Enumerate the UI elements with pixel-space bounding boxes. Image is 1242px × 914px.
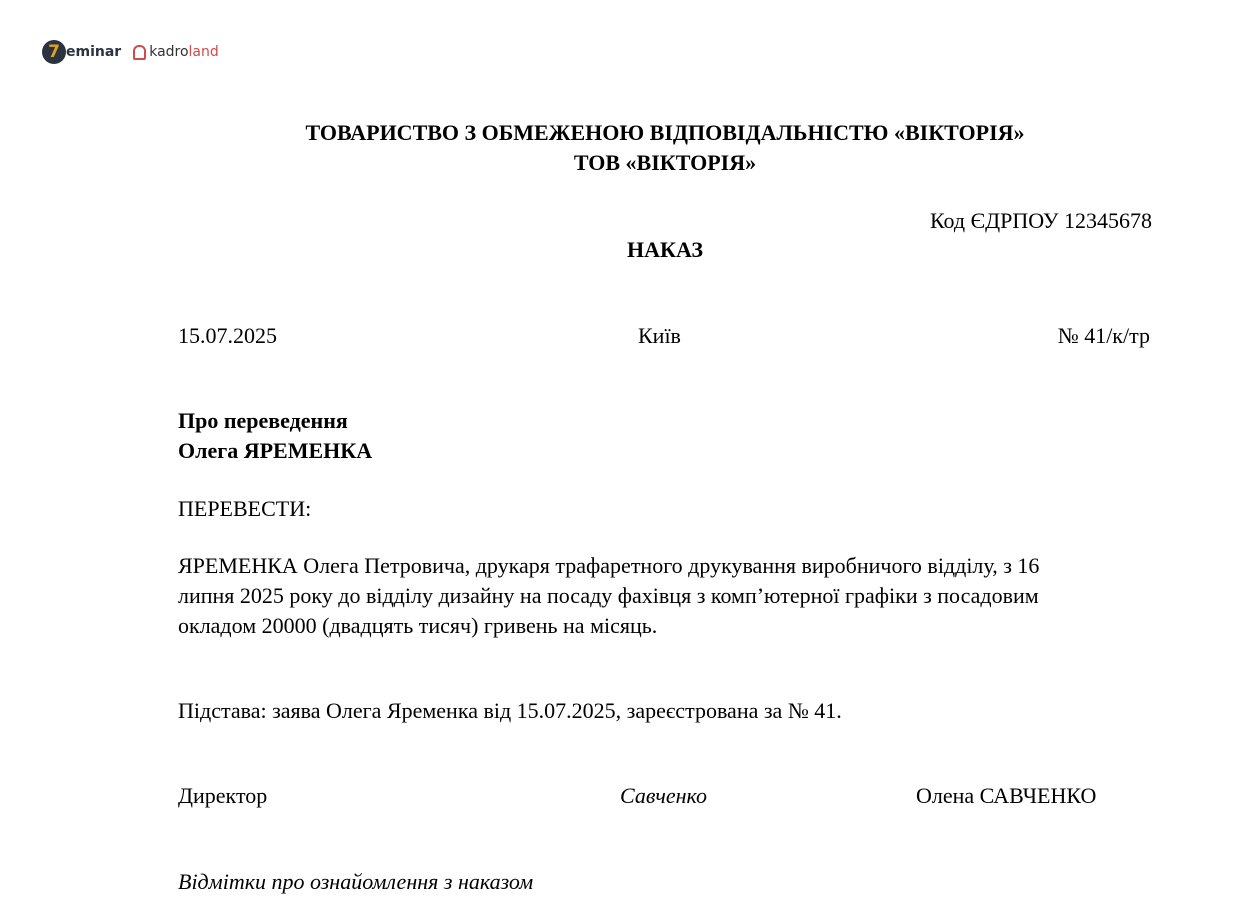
seminar-logo-mark: 7: [42, 40, 66, 64]
body-line: окладом 20000 (двадцять тисяч) гривень на місяць.: [178, 613, 658, 638]
signature: Савченко: [620, 783, 708, 808]
seminar-logo: [42, 40, 121, 64]
edrpou-code: Код ЄДРПОУ 12345678: [929, 208, 1152, 233]
house-icon: [133, 45, 146, 60]
signer-position: Директор: [178, 783, 268, 808]
signer-name: Олена САВЧЕНКО: [916, 783, 1097, 808]
seminar-logo-text: eminar: [66, 44, 122, 60]
body-line: ЯРЕМЕНКА Олега Петровича, друкаря трафаретного друкування виробничого відділу, з 16: [178, 553, 1040, 578]
subject-line-1: Про переведення: [178, 408, 348, 433]
order-verb: ПЕРЕВЕСТИ:: [178, 496, 312, 521]
logos: [42, 40, 219, 64]
body-line: липня 2025 року до відділу дизайну на посаду фахівця з комп’ютерної графіки з посадовим: [178, 583, 1039, 608]
kadroland-text-land: land: [188, 44, 219, 60]
subject-line-2: Олега ЯРЕМЕНКА: [178, 438, 373, 463]
org-full-name: ТОВАРИСТВО З ОБМЕЖЕНОЮ ВІДПОВІДАЛЬНІСТЮ «ВІКТОРІЯ»: [305, 120, 1025, 145]
document-title: НАКАЗ: [627, 237, 703, 262]
basis: Підстава: заява Олега Яременка від 15.07.2025, зареєстрована за № 41.: [178, 698, 842, 723]
org-short-name: ТОВ «ВІКТОРІЯ»: [573, 150, 757, 175]
order-city: Київ: [638, 323, 681, 348]
order-number: № 41/к/тр: [1057, 323, 1150, 348]
kadroland-text-kadro: kadro: [149, 44, 189, 60]
kadroland-logo: [133, 44, 219, 60]
acknowledgement-heading: Відмітки про ознайомлення з наказом: [178, 869, 534, 894]
order-date: 15.07.2025: [178, 323, 277, 348]
